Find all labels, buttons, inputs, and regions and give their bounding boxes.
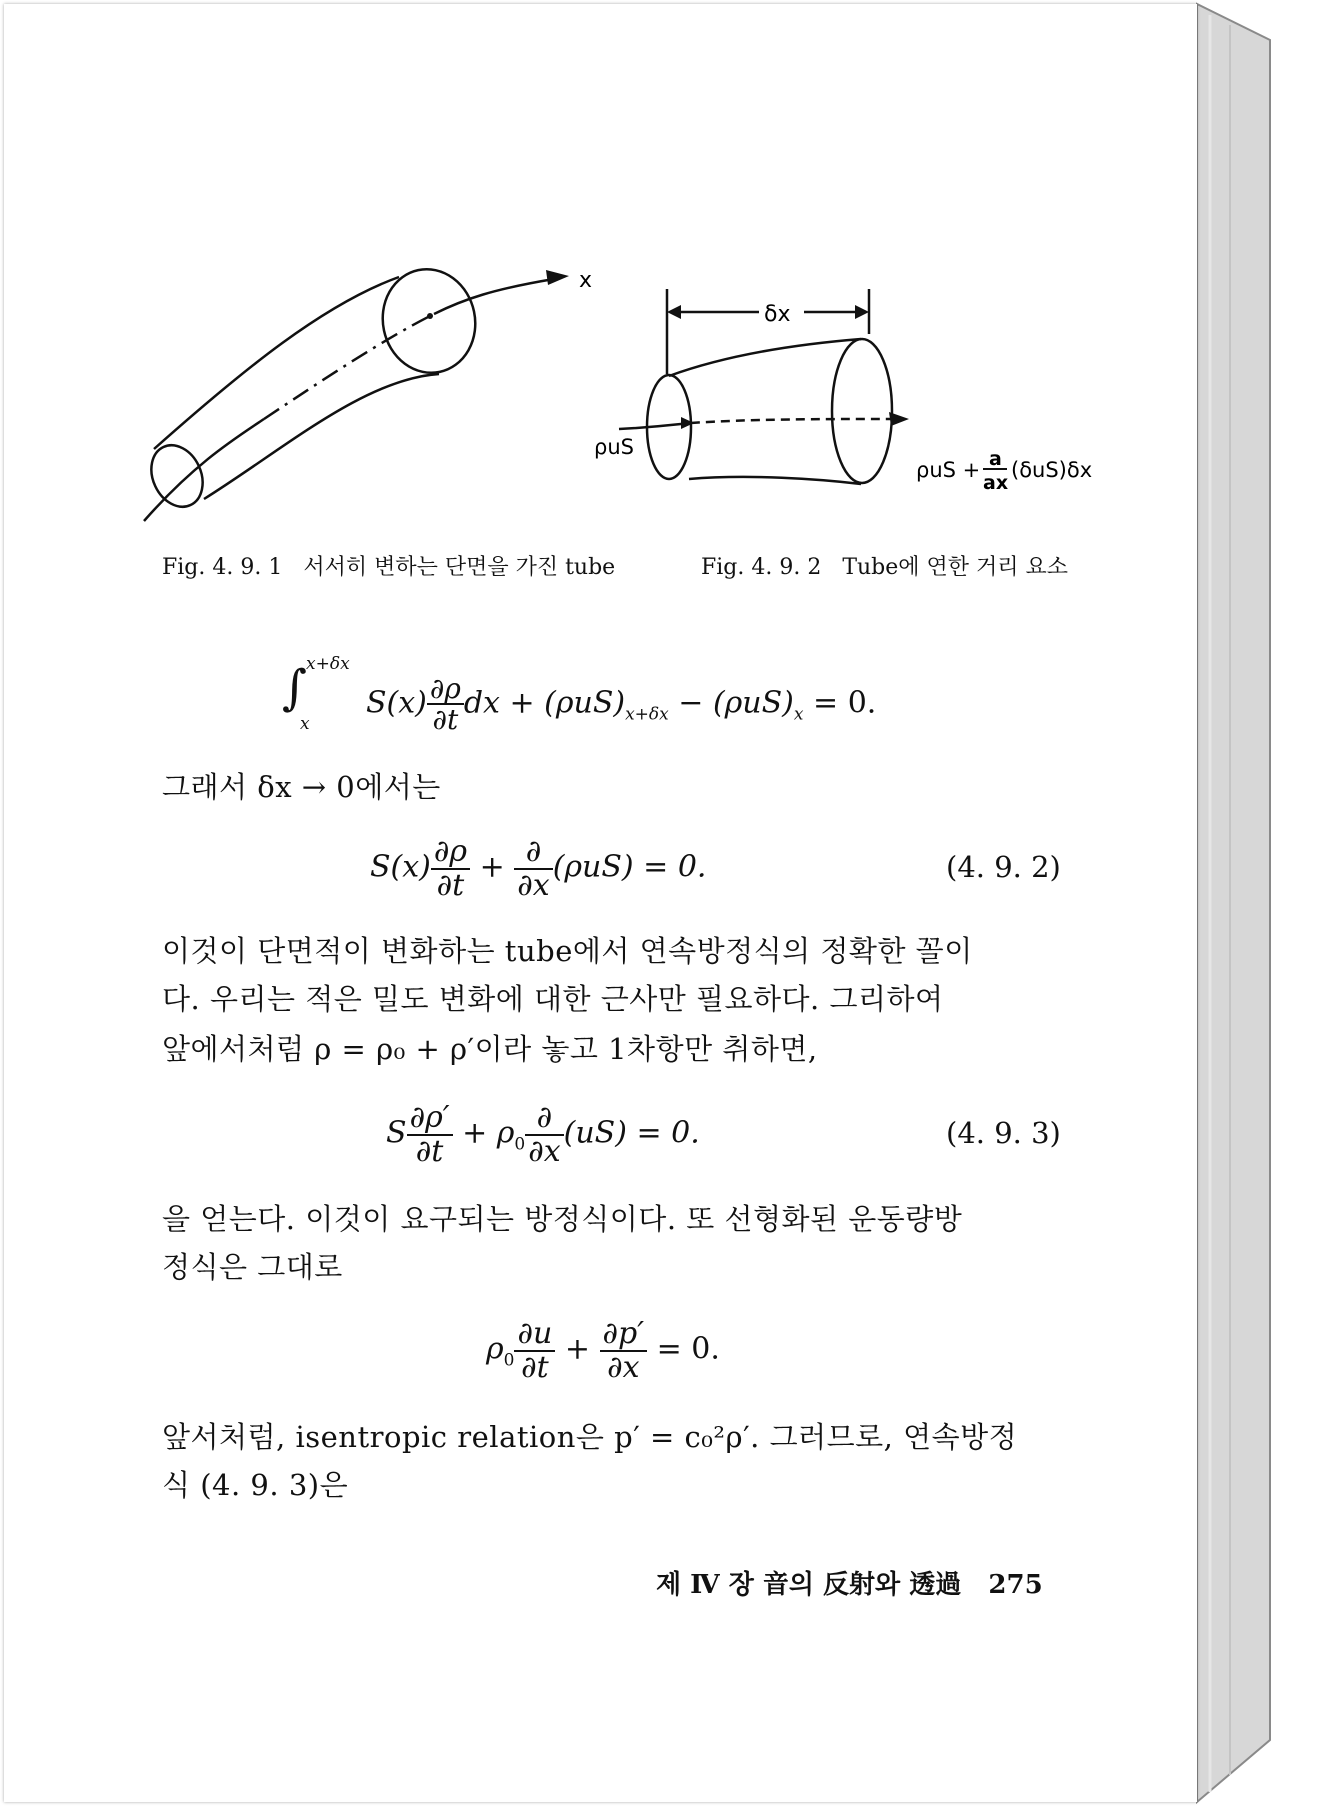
page-footer: [656, 1564, 1043, 1601]
equation-4-9-3: [386, 1102, 700, 1167]
right-flow-label-prefix: ρuS +: [916, 458, 981, 482]
eq2-frac2-den: ∂x: [517, 867, 550, 903]
eq2-frac1-num: ∂ρ: [431, 836, 470, 870]
eq4-term-b: = 0.: [647, 1331, 720, 1367]
figure-tube-element: [594, 279, 1124, 524]
figure2-caption-text: Tube에 연한 거리 요소: [842, 555, 1069, 580]
figure1-caption: [162, 550, 615, 581]
eq4-frac1-num: ∂u: [514, 1318, 555, 1352]
paragraph-2-line-1: 이것이 단면적이 변화하는 tube에서 연속방정식의 정확한 꼴이: [162, 934, 973, 968]
eq1-frac-num: ∂ρ: [427, 674, 464, 705]
figure2-caption: [701, 550, 1068, 581]
eq2-frac1-den: ∂t: [436, 867, 465, 903]
eq4-frac2-den: ∂x: [607, 1349, 640, 1385]
integral-lower-limit: x: [300, 714, 310, 734]
equation-4-9-2: [370, 836, 706, 901]
figure1-caption-number: Fig. 4. 9. 1: [162, 555, 283, 580]
page-number: 275: [988, 1570, 1043, 1600]
equation-number-4-9-3: (4. 9. 3): [946, 1116, 1061, 1150]
eq3-frac2-num: ∂: [525, 1102, 563, 1136]
eq4-frac2-num: ∂p′: [600, 1318, 648, 1352]
paragraph-4-line-1: 앞서처럼, isentropic relation은 p′ = c₀²ρ′. 그러므로, 연속방정: [162, 1420, 1018, 1454]
eq2-term-a: S(x): [370, 849, 431, 885]
eq3-frac1-den: ∂t: [415, 1133, 444, 1169]
eq3-frac2-den: ∂x: [528, 1133, 561, 1169]
eq2-plus: +: [470, 849, 515, 885]
paragraph-3-line-1: 을 얻는다. 이것이 요구되는 방정식이다. 또 선형화된 운동량방: [162, 1202, 963, 1236]
figure1-caption-text: 서서히 변하는 단면을 가진 tube: [303, 555, 616, 580]
eq1-sub-b: x+δx: [625, 704, 669, 725]
chapter-title: 제 Ⅳ 장 音의 反射와 透過: [656, 1570, 962, 1600]
eq1-sub-c: x: [793, 704, 804, 725]
eq3-plus-rho: + ρ: [452, 1115, 515, 1151]
paragraph-2-line-2: 다. 우리는 적은 밀도 변화에 대한 근사만 필요하다. 그리하여: [162, 982, 944, 1016]
equation-number-4-9-2: (4. 9. 2): [946, 850, 1061, 884]
eq4-plus: +: [555, 1331, 600, 1367]
eq3-frac1-num: ∂ρ′: [407, 1102, 453, 1136]
document-page: x δx ρuS ρuS + a ax (δuS)δx Fig. 4. 9. 1 서서히 변하는 단면을 가진 tube Fig. 4. 9. 2 Tube에 연한 거리 요소 ∫ x+δx x S(x) $\frac{\partial\rho}{\partial t}$ dx + $(\rho uS)_{x+\delta x} - (\rho uS)_x = 0$. 그래서 δx → 0에서는 S(x) $\frac{\partial\rho}{\partial t}$ + $\frac{\partial}{\partial x}$ (ρuS) = 0. (4. 9. 2) 이것이 단면적이 변화하는 tube에서 연속방정식의 정확한 꼴이 다. 우리는 적은 밀도 변화에 대한 근사만 필요하다. 그리하여 앞에서처럼 ρ = ρ₀ + ρ′이라 놓고 1차항만 취하면, S $\frac{\partial\rho'}{\partial t}$ + $\rho_0$ $\frac{\partial}{\partial x}$ (uS) = 0. (4. 9. 3) 을 얻는다. 이것이 요구되는 방정식이다. 또 선형화된 운동량방 정식은 그대로 $\rho_0$ $\frac{\partial u}{\partial t}$ + $\frac{\partial p'}{\partial x}$ = 0. 앞서처럼, isentropic relation은 p′ = c₀²ρ′. 그러므로, 연속방정 식 (4. 9. 3)은 제 Ⅳ 장 音의 反射와 透過 275: [4, 4, 1197, 1802]
x-axis-label: x: [579, 268, 593, 293]
eq1-term-b: dx + (ρuS): [463, 685, 626, 721]
figure2-caption-number: Fig. 4. 9. 2: [701, 555, 822, 580]
eq3-term-a: S: [386, 1115, 407, 1151]
eq1-term-c: − (ρuS): [668, 685, 794, 721]
left-flow-label: ρuS: [594, 435, 634, 459]
eq4-frac1-den: ∂t: [521, 1349, 549, 1385]
eq1-frac-den: ∂t: [432, 703, 459, 737]
equation-momentum: [486, 1318, 720, 1383]
figure-tube-varying: [134, 259, 604, 539]
right-frac-den: ax: [983, 472, 1009, 494]
right-flow-label-suffix: (δuS)δx: [1011, 458, 1093, 482]
dx-label: δx: [764, 302, 791, 327]
right-frac-num: a: [989, 448, 1002, 470]
eq4-rho: ρ: [486, 1331, 504, 1367]
eq3-term-b: (uS) = 0.: [563, 1115, 700, 1151]
integral-upper-limit: x+δx: [306, 654, 350, 674]
paragraph-3-line-2: 정식은 그대로: [162, 1250, 343, 1284]
eq3-sub0: 0: [514, 1134, 526, 1155]
eq2-term-b: (ρuS) = 0.: [552, 849, 707, 885]
paragraph-1: 그래서 δx → 0에서는: [162, 770, 441, 804]
eq1-term-a: S(x): [366, 685, 427, 721]
eq2-frac2-num: ∂: [514, 836, 552, 870]
paragraph-4-line-2: 식 (4. 9. 3)은: [162, 1468, 349, 1502]
paragraph-2-line-3: 앞에서처럼 ρ = ρ₀ + ρ′이라 놓고 1차항만 취하면,: [162, 1032, 818, 1066]
eq4-sub0: 0: [503, 1350, 515, 1371]
eq1-term-d: = 0.: [803, 685, 877, 721]
